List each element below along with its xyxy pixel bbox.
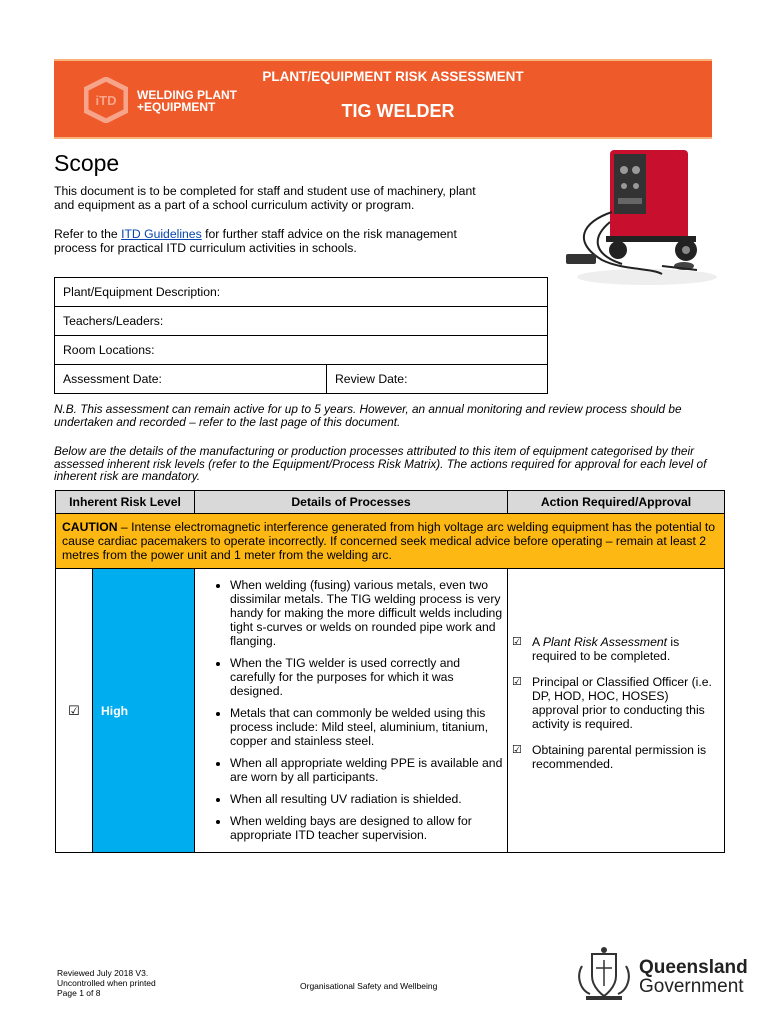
assessment-date-field[interactable]: Assessment Date:	[55, 365, 327, 394]
process-item: • When all appropriate welding PPE is available and are worn by all participants.	[230, 756, 506, 784]
action-text-1	[532, 635, 718, 663]
action-text-3: Obtaining parental permission is recommended.	[532, 743, 707, 771]
qld-line1: Queensland	[639, 957, 748, 978]
footer-uncontrolled: Uncontrolled when printed	[57, 978, 156, 988]
queensland-government-logo	[574, 946, 749, 1002]
header-action: Action Required/Approval	[508, 491, 725, 514]
action-checkbox[interactable]: ☑	[512, 676, 522, 688]
action-checkbox[interactable]: ☑	[512, 636, 522, 648]
header-banner	[54, 59, 712, 139]
risk-table	[55, 490, 725, 853]
nb-note: N.B. This assessment can remain active for up to 5 years. However, an annual monitoring and review process should be undertaken and recorded – refer to the last page of this document.	[54, 402, 682, 429]
footer-page: Page 1 of 8	[57, 988, 101, 998]
high-risk-checkbox[interactable]: ☑	[56, 569, 93, 853]
logo-line2: +EQUIPMENT	[137, 100, 216, 114]
footer-center: Organisational Safety and Wellbeing	[300, 981, 438, 991]
scope-heading: Scope	[54, 150, 120, 176]
caution-text: – Intense electromagnetic interference generated from high voltage arc welding equipment has the potential to cause cardiac pacemakers to operate incorrectly. If concerned seek medical advice before operating – remain at least 2 metres from the power unit and 1 meter from the welding arc.	[62, 520, 716, 562]
risk-level-high: High	[93, 569, 195, 853]
action-item	[512, 675, 718, 731]
caution-label: CAUTION	[62, 520, 118, 534]
svg-text:iTD: iTD	[95, 93, 117, 108]
teachers-field[interactable]: Teachers/Leaders:	[55, 307, 548, 336]
footer-left	[57, 968, 156, 998]
action-checkbox[interactable]: ☑	[512, 744, 522, 756]
process-item: • When all resulting UV radiation is shielded.	[230, 792, 506, 806]
action-item	[512, 635, 718, 663]
action-1-before: A	[532, 635, 543, 649]
scope-paragraph-2	[54, 227, 494, 255]
itd-guidelines-link[interactable]: ITD Guidelines	[121, 227, 202, 241]
header-processes: Details of Processes	[195, 491, 508, 514]
room-field[interactable]: Room Locations:	[55, 336, 548, 365]
para2-text-after: for further staff advice on the risk management process for practical ITD curriculum activities in schools.	[54, 227, 457, 255]
para2-text-before: Refer to the	[54, 227, 122, 241]
process-item: • When welding (fusing) various metals, even two dissimilar metals. The TIG welding process is very handy for making the more difficult welds including tight s-curves or welds on rounded pipe work and flanging.	[230, 578, 506, 648]
caution-banner	[56, 514, 725, 569]
footer-reviewed: Reviewed July 2018 V3.	[57, 968, 149, 978]
logo-line1: WELDING PLANT	[137, 88, 237, 102]
process-item: • When the TIG welder is used correctly and carefully for the purposes for which it was designed.	[230, 656, 506, 698]
header-risk-level: Inherent Risk Level	[56, 491, 195, 514]
action-required	[508, 569, 725, 853]
process-details	[195, 569, 508, 853]
description-field[interactable]: Plant/Equipment Description:	[55, 278, 548, 307]
banner-subtitle: TIG WELDER	[341, 101, 455, 121]
process-item: • Metals that can commonly be welded using this process include: Mild steel, aluminium, titanium, copper and stainless steel.	[230, 706, 506, 748]
qld-line2: Government	[639, 976, 744, 997]
qld-crest-icon	[574, 946, 634, 1002]
action-text-2: Principal or Classified Officer (i.e. DP, HOD, HOC, HOSES) approval prior to conducting this activity is required.	[532, 675, 712, 731]
action-item	[512, 743, 718, 771]
review-date-field[interactable]: Review Date:	[327, 365, 548, 394]
process-item: • When welding bays are designed to allow for appropriate ITD teacher supervision.	[230, 814, 506, 842]
equipment-info-table	[54, 277, 548, 394]
action-1-after: is required to be completed.	[532, 635, 680, 663]
processes-note: Below are the details of the manufacturing or production processes attributed to this item of equipment categorised by their assessed inherent risk levels (refer to the Equipment/Process Risk Matrix). The actions required for approval for each level of inherent risk are mandatory.	[54, 444, 707, 483]
tig-welder-image	[562, 142, 722, 292]
action-1-italic: Plant Risk Assessment	[542, 635, 668, 649]
scope-paragraph-1: This document is to be completed for staff and student use of machinery, plant and equipment as a part of a school curriculum activity or program.	[54, 184, 476, 212]
qld-text	[639, 958, 748, 996]
banner-title: PLANT/EQUIPMENT RISK ASSESSMENT	[262, 69, 524, 84]
